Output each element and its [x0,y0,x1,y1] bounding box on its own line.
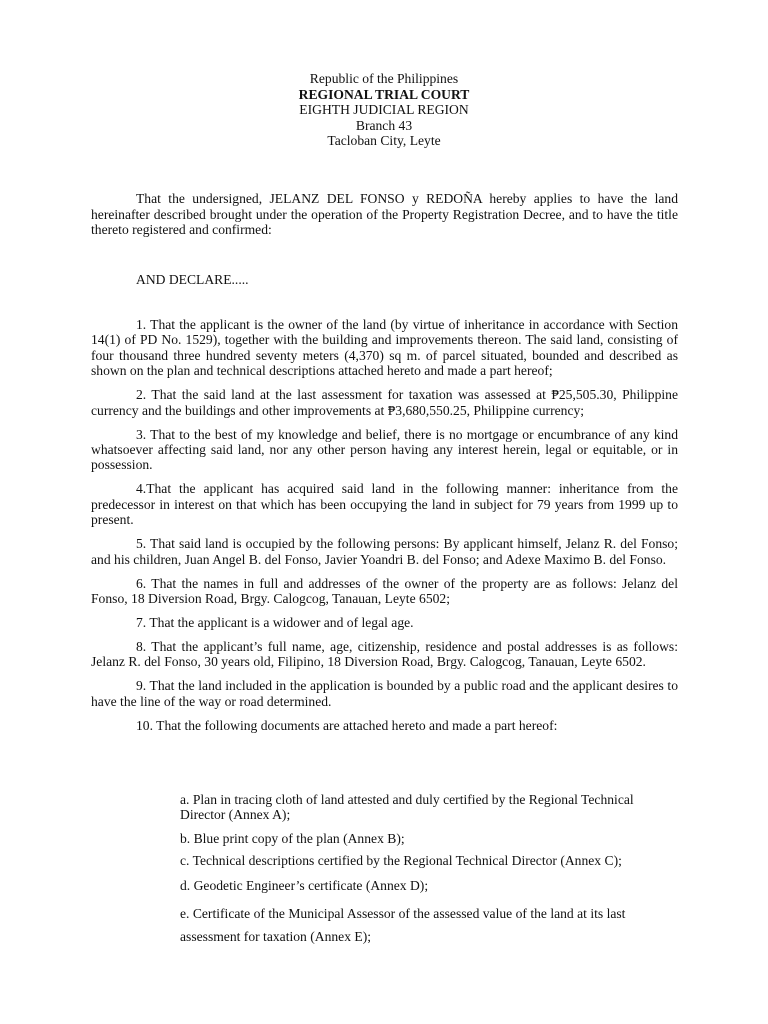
document-e-text: e. Certificate of the Municipal Assessor of the assessed value of the land at its last assessment for taxation (Annex E); [180,906,626,944]
header-republic: Republic of the Philippines [309,71,459,86]
document-b-text: b. Blue print copy of the plan (Annex B); [180,831,405,846]
header-city: Tacloban City, Leyte [327,133,441,148]
document-list-item-b [180,831,678,846]
declaration-item-9: 9. That the land included in the application is bounded by a public road and the applicant desires to have the line of the way or road determined. [91,678,678,709]
declaration-item-10: 10. That the following documents are attached hereto and made a part hereof: [136,717,558,733]
document-d-text: d. Geodetic Engineer’s certificate (Annex D); [180,878,429,893]
intro-paragraph: That the undersigned, JELANZ DEL FONSO y REDOÑA hereby applies to have the land hereinafter described brought under the operation of the Property Registration Decree, and to have the title thereto registered and confirmed: [91,191,678,237]
declaration-item-2: 2. That the said land at the last assessment for taxation was assessed at ₱25,505.30, Philippine currency and the buildings and other improvements at ₱3,680,550.25, Philippine currency; [91,387,678,418]
declaration-item-5: 5. That said land is occupied by the following persons: By applicant himself, Jelanz R. del Fonso; and his children, Juan Angel B. del Fonso, Javier Yoandri B. del Fonso; and Adexe Maximo B. del Fonso. [91,536,678,567]
court-header [0,71,768,149]
document-list-item-e [180,902,678,948]
document-list-item-a [180,792,678,823]
header-branch: Branch 43 [355,117,413,133]
declaration-item-4: 4.That the applicant has acquired said land in the following manner: inheritance from the predecessor in interest on that which has been occupying the land in subject for 79 years from 1999 up to present. [91,481,678,528]
header-court-name: REGIONAL TRIAL COURT [298,86,470,102]
declaration-item-6: 6. That the names in full and addresses of the owner of the property are as follows: Jelanz del Fonso, 18 Diversion Road, Brgy. Calogcog, Tanauan, Leyte 6502; [91,575,678,607]
header-judicial-region: EIGHTH JUDICIAL REGION [299,102,469,117]
declaration-item-3: 3. That to the best of my knowledge and belief, there is no mortgage or encumbrance of any kind whatsoever affecting said land, nor any other person having any interest herein, legal or equitable, or in possession. [91,426,678,473]
declare-heading: AND DECLARE..... [136,272,249,287]
declaration-item-1: 1. That the applicant is the owner of the land (by virtue of inheritance in accordance with Section 14(1) of PD No. 1529), together with the building and improvements thereon. The said land, consisting of four thousand three hundred seventy meters (4,370) sq m. of parcel situated, bounded and described as shown on the plan and technical descriptions attached hereto and made a part hereof; [91,317,678,379]
declaration-list [91,317,678,740]
document-a-text: a. Plan in tracing cloth of land attested and duly certified by the Regional Technical Director (Annex A); [180,792,634,823]
document-list-item-c [180,853,678,868]
document-list-item-d [180,878,678,893]
declaration-item-8: 8. That the applicant’s full name, age, citizenship, residence and postal addresses is as follows: Jelanz R. del Fonso, 30 years old, Filipino, 18 Diversion Road, Brgy. Calogcog, Tanauan, Leyte 6502. [91,639,678,670]
document-c-text: c. Technical descriptions certified by the Regional Technical Director (Annex C); [180,853,622,868]
declaration-item-7: 7. That the applicant is a widower and of legal age. [136,615,414,631]
